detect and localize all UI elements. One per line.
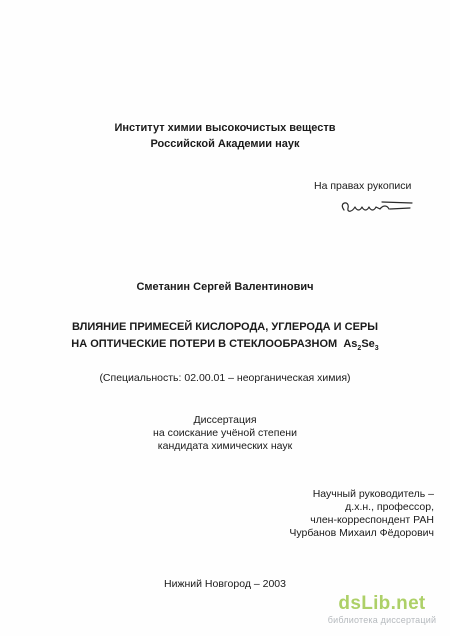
dissertation-type: Диссертация (193, 414, 257, 426)
manuscript-rights-note: На правах рукописи (314, 180, 412, 192)
supervisor-position: член-корреспондент РАН (310, 514, 434, 526)
watermark-logo: dsLib.net (338, 593, 426, 614)
supervisor-label: Научный руководитель – (312, 488, 434, 500)
title-line2-text: НА ОПТИЧЕСКИЕ ПОТЕРИ В СТЕКЛООБРАЗНОМ (71, 338, 338, 350)
watermark-tagline: библиотека диссертаций (327, 615, 437, 625)
specialty-code: (Специальность: 02.00.01 – неорганическая химия) (99, 372, 351, 384)
author-name: Сметанин Сергей Валентинович (136, 281, 314, 293)
supervisor-degree: д.х.н., профессор, (345, 501, 434, 513)
academy-name: Российской Академии наук (150, 138, 300, 150)
dissertation-title-line2 (0, 337, 450, 351)
site-watermark (320, 594, 444, 632)
supervisor-name: Чурбанов Михаил Фёдорович (289, 527, 434, 539)
degree-name: кандидата химических наук (157, 440, 293, 452)
handwritten-signature (336, 196, 416, 218)
institute-name: Институт химии высокочистых веществ (114, 122, 336, 134)
chemical-formula: $As_2Se_3$ (343, 338, 379, 353)
degree-line: на соискание учёной степени (153, 427, 297, 439)
city-and-year: Нижний Новгород – 2003 (164, 578, 286, 590)
dissertation-title-line1: ВЛИЯНИЕ ПРИМЕСЕЙ КИСЛОРОДА, УГЛЕРОДА И СЕРЫ (71, 321, 379, 333)
